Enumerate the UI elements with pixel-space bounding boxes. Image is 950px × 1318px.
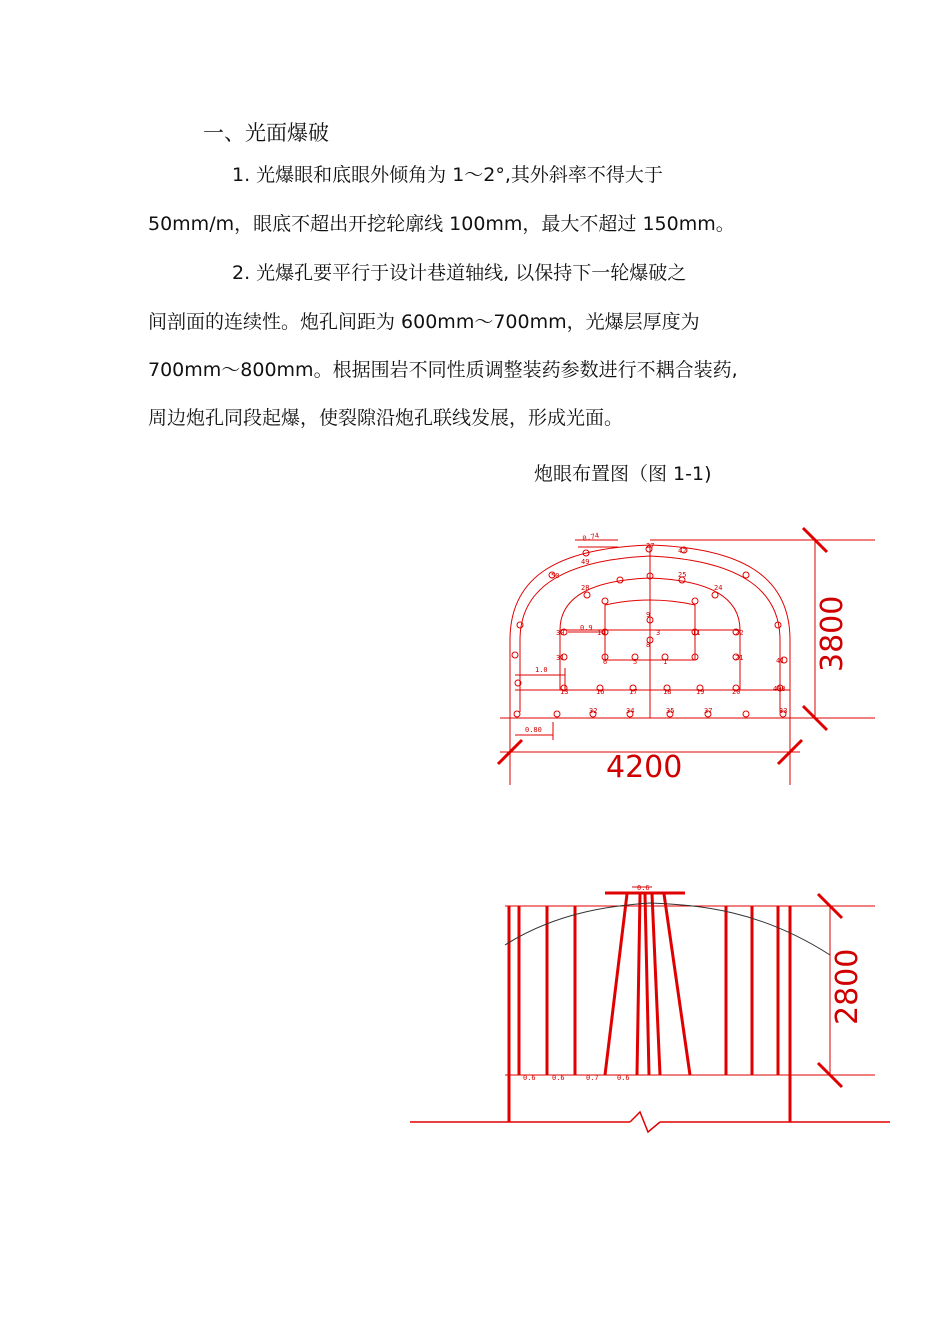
- hole-label: 8: [646, 641, 651, 649]
- hole-label: 21: [735, 654, 744, 662]
- dim-label: 0.6: [552, 1074, 565, 1082]
- height-dimension: 3800: [815, 595, 850, 672]
- hole-label: 35: [666, 707, 675, 715]
- hole-label: 1: [663, 658, 668, 666]
- paragraph-2-line-3: 700mm～800mm。根据围岩不同性质调整装药参数进行不耦合装药,: [148, 359, 738, 381]
- hole-label: 49: [581, 558, 590, 566]
- section-heading: 一、光面爆破: [203, 121, 329, 145]
- hole-label: 13: [560, 688, 569, 696]
- paragraph-2-line-2: 间剖面的连续性。炮孔间距为 600mm～700mm，光爆层厚度为: [148, 311, 700, 333]
- dim-label: 0.6: [637, 884, 650, 892]
- hole-label: 42: [678, 547, 687, 555]
- dim-label: 0.6: [617, 1074, 630, 1082]
- hole-label: 3: [656, 629, 661, 637]
- hole-label: 20: [732, 688, 741, 696]
- longitudinal-section: [410, 887, 890, 1132]
- dim-label: 0.6: [523, 1074, 536, 1082]
- hole-label: 22: [735, 629, 744, 637]
- hole-label: 5: [633, 658, 638, 666]
- figure-caption: 炮眼布置图（图 1-1): [534, 463, 712, 485]
- hole-label: 16: [596, 688, 605, 696]
- hole-label: 34: [626, 707, 635, 715]
- paragraph-1-line-1: 1. 光爆眼和底眼外倾角为 1～2°,其外斜率不得大于: [232, 164, 663, 186]
- dim-label: 1.0: [535, 666, 548, 674]
- hole-label: 25: [678, 571, 687, 579]
- depth-dimension: 2800: [830, 948, 865, 1025]
- hole-label: 9: [646, 611, 651, 619]
- hole-label: 11: [692, 629, 701, 637]
- hole-label: 24: [714, 584, 723, 592]
- hole-label: 17: [629, 688, 638, 696]
- hole-label: 6: [603, 658, 608, 666]
- hole-label: 37: [704, 707, 713, 715]
- hole-label: 27: [646, 542, 655, 550]
- hole-label: 18: [663, 688, 672, 696]
- hole-label: 400: [773, 685, 786, 693]
- hole-label: 28: [581, 584, 590, 592]
- paragraph-1-line-2: 50mm/m，眼底不超出开挖轮廓线 100mm，最大不超过 150mm。: [148, 213, 735, 235]
- hole-label: 14: [597, 629, 606, 637]
- dim-label: 0.9: [580, 624, 593, 632]
- hole-label: 50: [551, 572, 560, 580]
- hole-label: 33: [779, 707, 788, 715]
- hole-label: 32: [589, 707, 598, 715]
- paragraph-2-line-1: 2. 光爆孔要平行于设计巷道轴线, 以保持下一轮爆破之: [232, 262, 687, 284]
- paragraph-2-line-4: 周边炮孔同段起爆，使裂隙沿炮孔联线发展，形成光面。: [148, 407, 624, 429]
- dim-label: 0.74: [581, 531, 600, 543]
- dim-label: 0.7: [586, 1074, 599, 1082]
- hole-label: 41: [776, 657, 785, 665]
- hole-label: 19: [696, 688, 705, 696]
- hole-label: 30: [556, 629, 565, 637]
- hole-label: 31: [556, 654, 565, 662]
- width-dimension: 4200: [606, 750, 683, 785]
- dim-label: 0.80: [525, 726, 542, 734]
